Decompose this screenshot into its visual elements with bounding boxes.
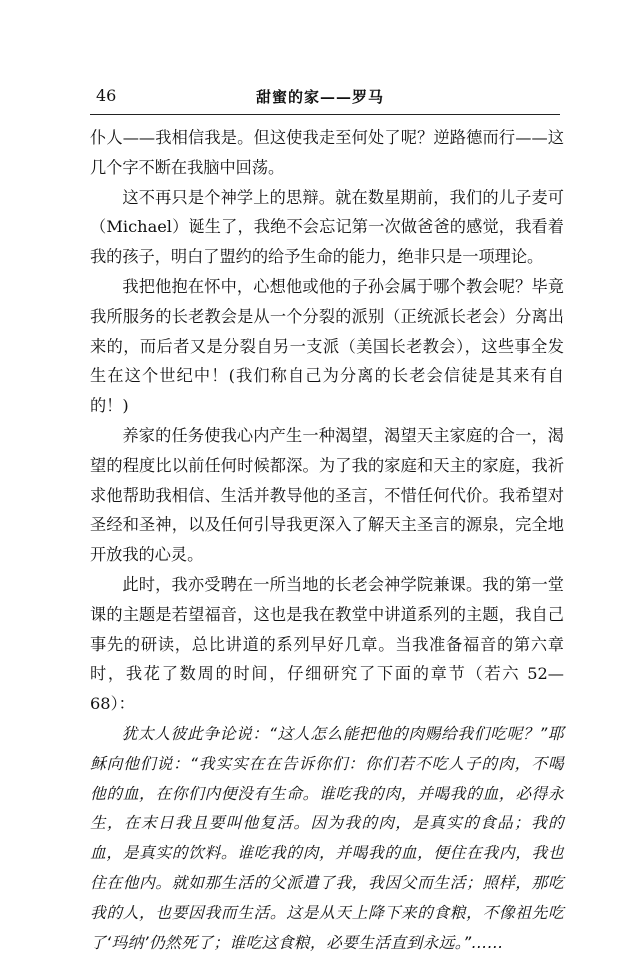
paragraph: 养家的任务使我心内产生一种渴望，渴望天主家庭的合一，渴望的程度比以前任何时候都深。为了我的家庭和天主的家庭，我祈求他帮助我相信、生活并教导他的圣言，不惜任何代价。我希望对圣经和圣神，以及任何引导我更深入了解天主圣言的源泉，完全地开放我的心灵。 <box>90 425 564 565</box>
paragraph: 我把他抱在怀中，心想他或他的子孙会属于哪个教会呢？毕竟我所服务的长老教会是从一个分裂的派别（正统派长老会）分离出来的，而后者又是分裂自另一支派（美国长老教会），这些事全发生在这个世纪中！(我们称自己为分离的长老会信徒是其来有自的！) <box>90 276 564 416</box>
running-title: 甜蜜的家——罗马 <box>256 88 385 106</box>
paragraph-continued: 仆人——我相信我是。但这使我走至何处了呢？逆路德而行——这几个字不断在我脑中回荡。 <box>90 128 564 177</box>
header-rule <box>90 114 560 115</box>
scripture-quote: 犹太人彼此争论说：“这人怎么能把他的肉赐给我们吃呢？”耶稣向他们说：“我实实在在告诉你们：你们若不吃人子的肉，不喝他的血，在你们内便没有生命。谁吃我的肉，并喝我的血，必得永生，在末日我且要叫他复活。因为我的肉，是真实的食品；我的血，是真实的饮料。谁吃我的肉，并喝我的血，便住在我内，我也住在他内。就如那生活的父派遣了我，我因父而生活；照样，那吃我的人，也要因我而生活。这是从天上降下来的食粮，不像祖先吃了‘玛纳’仍然死了；谁吃这食粮，必要生活直到永远。”…… <box>90 723 564 952</box>
page-number: 46 <box>96 86 117 105</box>
body-text <box>90 123 564 957</box>
paragraph: 此时，我亦受聘在一所当地的长老会神学院兼课。我的第一堂课的主题是若望福音，这也是我在教堂中讲道系列的主题，我自己事先的研读，总比讲道的系列早好几章。当我准备福音的第六章时，我花了数周的时间，仔细研究了下面的章节（若六 52—68）： <box>90 574 564 714</box>
paragraph: 这不再只是个神学上的思辩。就在数星期前，我们的儿子麦可（Michael）诞生了，我绝不会忘记第一次做爸爸的感觉，我看着我的孩子，明白了盟约的给予生命的能力，绝非只是一项理论。 <box>90 187 564 267</box>
